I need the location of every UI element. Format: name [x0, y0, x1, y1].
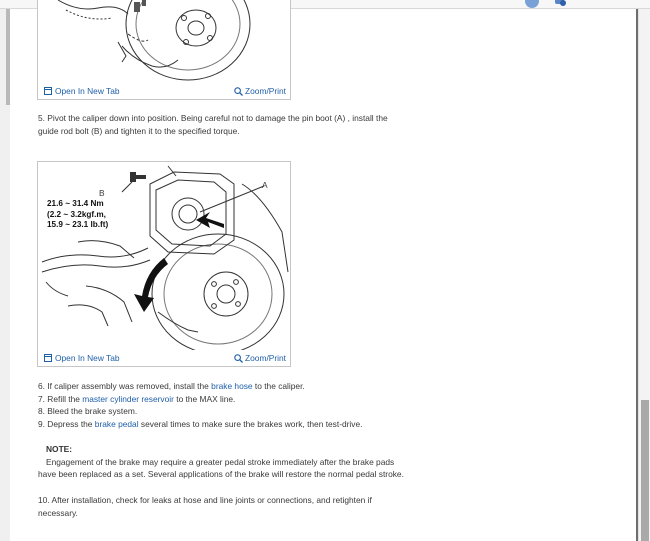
torque-spec-nm: 21.6 ~ 31.4 Nm: [47, 199, 104, 208]
step-5-line-2: guide rod bolt (B) and tighten it to the specified torque.: [38, 125, 240, 136]
left-scrollbar-thumb[interactable]: [6, 9, 10, 105]
step-5-line-1: 5. Pivot the caliper down into position. Being careful not to damage the pin boot (A) , install the: [38, 113, 388, 123]
callout-label-b: B: [99, 188, 105, 198]
step-9: [38, 418, 362, 431]
step-9-text-end: several times to make sure the brakes work, then test-drive.: [138, 418, 363, 429]
note-line-1: Engagement of the brake may require a greater pedal stroke immediately after the brake pads: [46, 456, 395, 467]
zoom-print-link[interactable]: [234, 86, 286, 96]
figure-2-footer: [38, 351, 290, 366]
steps-6-9: [38, 380, 362, 430]
brake-pedal-link[interactable]: brake pedal: [94, 418, 139, 429]
open-in-new-tab-label[interactable]: Open In New Tab: [55, 353, 120, 363]
step-6: [38, 380, 362, 393]
open-tab-icon: [44, 354, 52, 362]
torque-spec-kgf: (2.2 ~ 3.2kgf.m,: [47, 209, 106, 219]
step-5-text: [38, 112, 388, 137]
note-block: [38, 443, 404, 481]
open-in-new-tab-label[interactable]: Open In New Tab: [55, 86, 120, 96]
sync-icon[interactable]: [553, 0, 567, 7]
zoom-print-label[interactable]: Zoom/Print: [245, 86, 286, 96]
step-6-text-end: to the caliper.: [252, 381, 305, 391]
step-7-text-end: to the MAX line.: [173, 393, 236, 404]
step-8: 8. Bleed the brake system.: [38, 406, 138, 416]
figure-1-footer: [38, 84, 290, 99]
note-title: NOTE:: [46, 444, 73, 454]
step-7: [38, 393, 362, 406]
torque-spec-lbft: 15.9 ~ 23.1 lb.ft): [47, 220, 109, 229]
account-avatar[interactable]: [525, 0, 539, 8]
step-7-text: 7. Refill the: [38, 393, 83, 404]
zoom-print-link[interactable]: [234, 353, 286, 363]
torque-spec: [47, 199, 108, 231]
callout-label-a: A: [262, 180, 268, 190]
magnifier-icon: [234, 87, 243, 96]
brake-hose-link[interactable]: brake hose: [211, 381, 253, 391]
step-10-line-1: 10. After installation, check for leaks at hose and line joints or connections, and retighten if: [38, 495, 372, 505]
brake-rotor-illustration: [38, 0, 290, 84]
page-scrollbar-thumb[interactable]: [641, 400, 649, 541]
caliper-install-illustration: [38, 162, 290, 350]
step-9-text: 9. Depress the: [38, 418, 95, 429]
open-tab-icon: [44, 87, 52, 95]
step-10-line-2: necessary.: [38, 507, 78, 518]
figure-caliper-install: [37, 161, 291, 367]
open-in-new-tab-link[interactable]: [44, 353, 120, 363]
magnifier-icon: [234, 354, 243, 363]
step-6-text: 6. If caliper assembly was removed, install the: [38, 381, 212, 391]
open-in-new-tab-link[interactable]: [44, 86, 120, 96]
step-10-text: [38, 494, 372, 519]
figure-caliper-rotor-top: [37, 0, 291, 100]
note-line-2: have been replaced as a set. Several applications of the brake will restore the normal pedal stroke.: [38, 469, 404, 479]
zoom-print-label[interactable]: Zoom/Print: [245, 353, 286, 363]
master-cylinder-reservoir-link[interactable]: master cylinder reservoir: [82, 393, 174, 404]
